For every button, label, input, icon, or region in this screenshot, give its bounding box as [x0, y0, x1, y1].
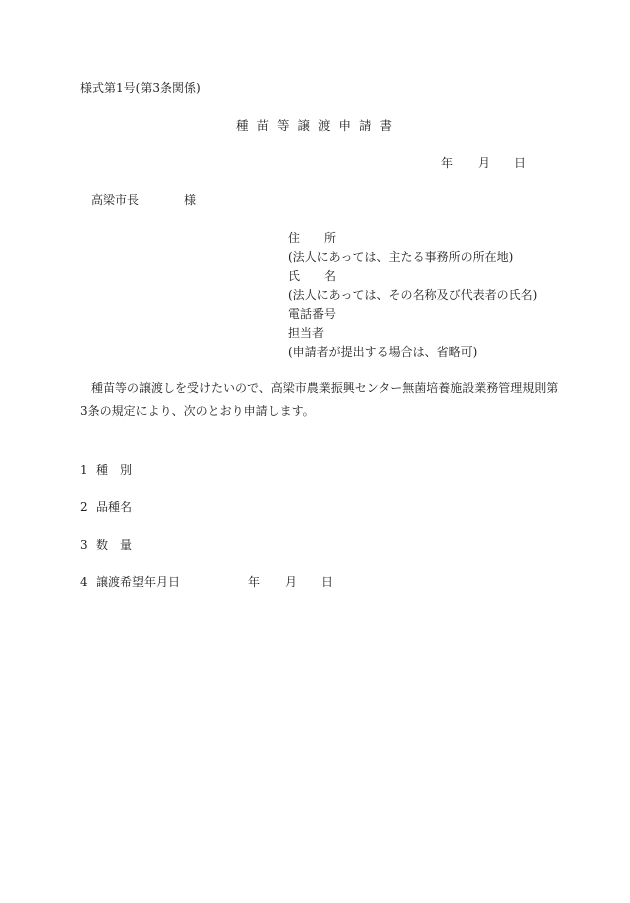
item4-year: 年	[248, 575, 261, 589]
body-line-1: 種苗等の譲渡しを受けたいので、高梁市農業振興センター無菌培養施設業務管理規則第	[91, 381, 559, 395]
item-number: 2	[80, 500, 88, 514]
item-label: 品種名	[96, 500, 133, 514]
address-note: (法人にあっては、主たる事務所の所在地)	[288, 250, 514, 264]
date-day: 日	[514, 156, 527, 170]
item4-month: 月	[285, 575, 298, 589]
addressee-name: 高梁市長	[91, 193, 140, 207]
item-number: 1	[80, 463, 88, 477]
item-label: 数 量	[96, 538, 133, 552]
phone-label: 電話番号	[288, 307, 337, 321]
item-label: 譲渡希望年月日	[96, 575, 181, 589]
item-number: 3	[80, 538, 88, 552]
contact-note: (申請者が提出する場合は、省略可)	[288, 345, 478, 359]
item-label: 種 別	[96, 463, 133, 477]
contact-label: 担当者	[288, 326, 325, 340]
name-note: (法人にあっては、その名称及び代表者の氏名)	[288, 288, 538, 302]
addressee-honorific: 様	[184, 193, 197, 207]
body-line-2: 3条の規定により、次のとおり申請します。	[80, 404, 315, 418]
address-label: 住 所	[288, 231, 337, 245]
name-label: 氏 名	[288, 269, 337, 283]
date-month: 月	[478, 156, 491, 170]
form-number: 様式第1号(第3条関係)	[80, 81, 201, 95]
item-number: 4	[80, 575, 88, 589]
item4-day: 日	[321, 575, 334, 589]
document-title: 種苗等譲渡申請書	[236, 118, 401, 133]
date-year: 年	[441, 156, 454, 170]
